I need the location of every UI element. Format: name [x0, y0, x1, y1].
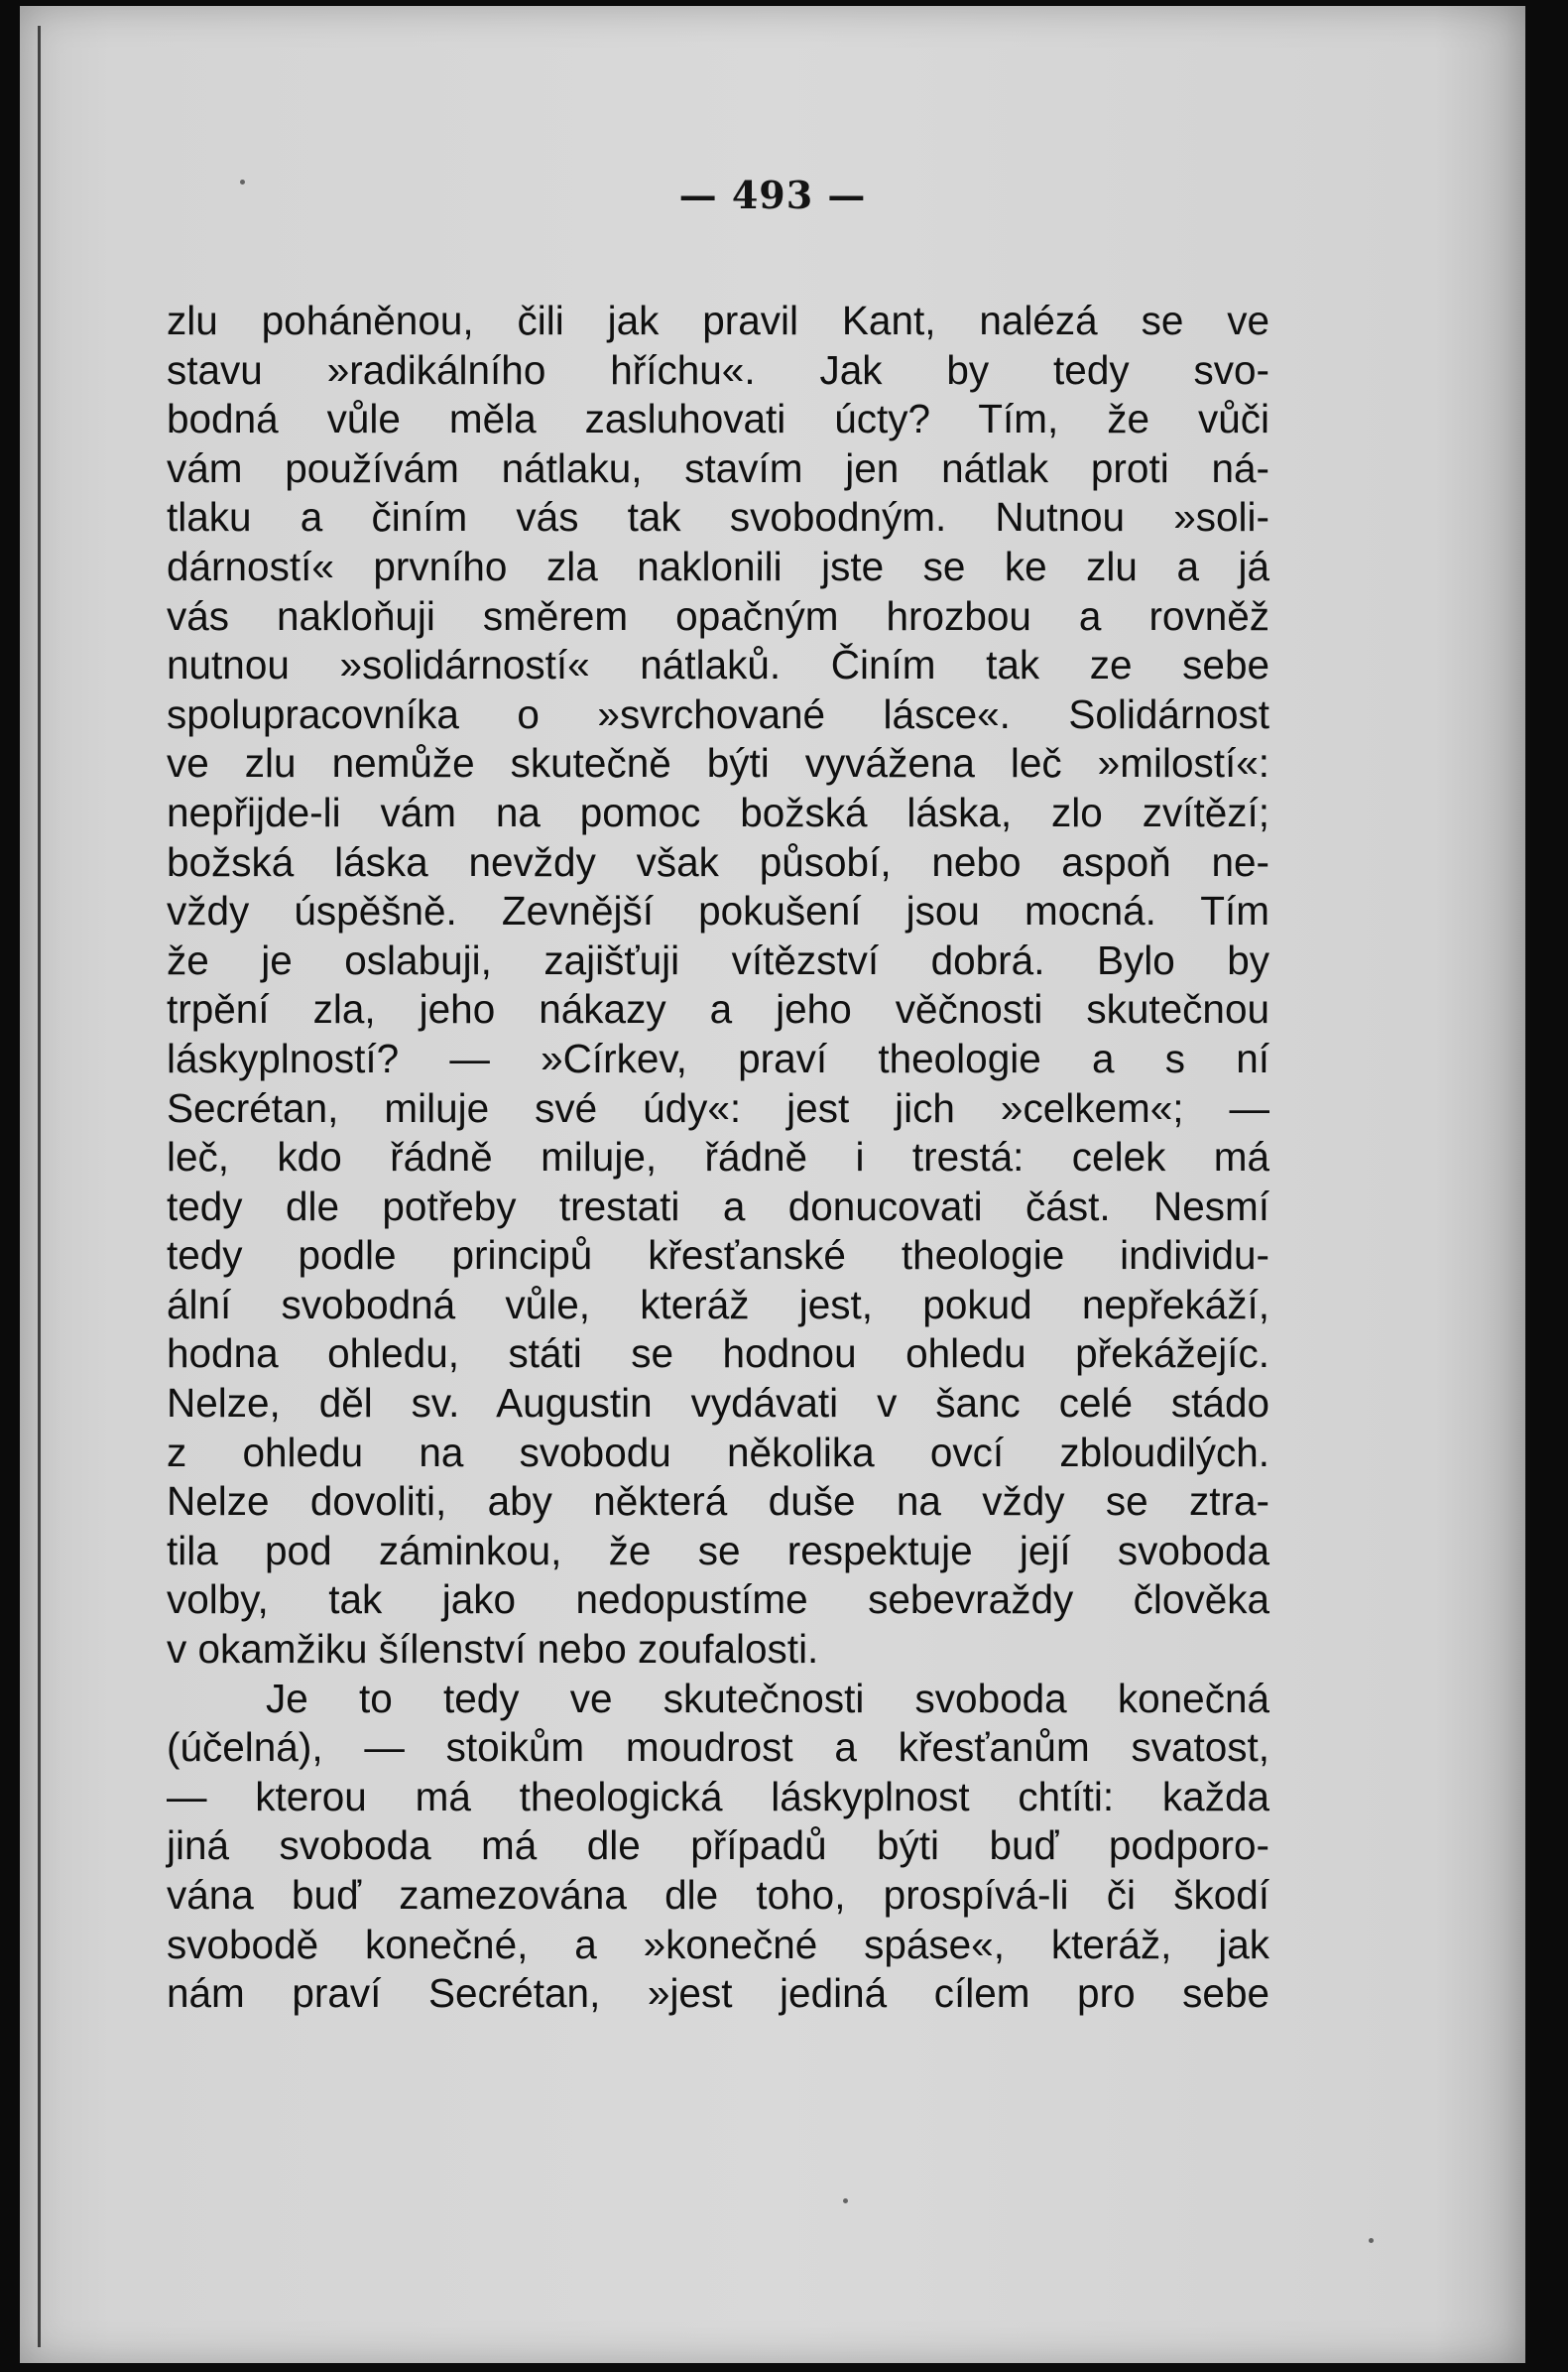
text-line: jiná svoboda má dle případů býti buď podporo-: [167, 1822, 1269, 1869]
scan-speck: [1369, 2238, 1374, 2243]
text-line: tedy dle potřeby trestati a donucovati část. Nesmí: [167, 1183, 1269, 1229]
text-line: tlaku a činím vás tak svobodným. Nutnou »soli-: [167, 494, 1269, 541]
text-line: vás nakloňuji směrem opačným hrozbou a rovněž: [167, 592, 1269, 639]
text-line: nutnou »solidárností« nátlaků. Činím tak ze sebe: [167, 642, 1269, 688]
text-line: trpění zla, jeho nákazy a jeho věčnosti skutečnou: [167, 986, 1269, 1033]
text-line: Secrétan, miluje své údy«: jest jich »celkem«; —: [167, 1084, 1269, 1131]
text-line: v okamžiku šílenství nebo zoufalosti.: [167, 1626, 819, 1673]
text-line: Nelze dovoliti, aby některá duše na vždy se ztra-: [167, 1478, 1269, 1525]
text-line: láskyplností? — »Církev, praví theologie a s ní: [167, 1035, 1269, 1081]
body-text: [167, 297, 1269, 2019]
text-line: stavu »radikálního hříchu«. Jak by tedy svo-: [167, 346, 1269, 393]
text-line: — kterou má theologická láskyplnost chtíti: každa: [167, 1773, 1269, 1819]
book-page: [20, 6, 1525, 2363]
text-line: bodná vůle měla zasluhovati úcty? Tím, že vůči: [167, 396, 1269, 442]
text-line: vám používám nátlaku, stavím jen nátlak proti ná-: [167, 444, 1269, 491]
text-line: dárností« prvního zla naklonili jste se ke zlu a já: [167, 543, 1269, 589]
text-line: Je to tedy ve skutečnosti svoboda konečná: [266, 1675, 1269, 1721]
text-line: že je oslabuji, zajišťuji vítězství dobrá. Bylo by: [167, 936, 1269, 983]
text-line: božská láska nevždy však působí, nebo aspoň ne-: [167, 838, 1269, 885]
text-line: z ohledu na svobodu několika ovcí zbloudilých.: [167, 1429, 1269, 1475]
text-line: zlu poháněnou, čili jak pravil Kant, nalézá se ve: [167, 298, 1269, 343]
text-line: vána buď zamezována dle toho, prospívá-li či škodí: [167, 1872, 1269, 1918]
text-line: svobodě konečné, a »konečné spáse«, kteráž, jak: [167, 1921, 1269, 1967]
text-line: tila pod záminkou, že se respektuje její svoboda: [167, 1527, 1269, 1573]
page-number: — 493 —: [678, 173, 867, 217]
text-line: leč, kdo řádně miluje, řádně i trestá: celek má: [167, 1134, 1269, 1181]
paragraph-2: [167, 1675, 1269, 2019]
scan-speck: [843, 2198, 848, 2203]
text-line: nám praví Secrétan, »jest jediná cílem pro sebe: [167, 1970, 1269, 2017]
text-line: spolupracovníka o »svrchované lásce«. Solidárnost: [167, 690, 1269, 737]
text-line: ve zlu nemůže skutečně býti vyvážena leč »milostí«:: [167, 740, 1269, 787]
paragraph-1: [167, 297, 1269, 1675]
text-line: ální svobodná vůle, kteráž jest, pokud nepřekáží,: [167, 1281, 1269, 1327]
text-line: Nelze, děl sv. Augustin vydávati v šanc celé stádo: [167, 1380, 1269, 1427]
text-line: (účelná), — stoikům moudrost a křesťanům svatost,: [167, 1724, 1269, 1771]
text-line: tedy podle principů křesťanské theologie individu-: [167, 1232, 1269, 1279]
text-line: vždy úspěšně. Zevnější pokušení jsou mocná. Tím: [167, 888, 1269, 935]
text-line: hodna ohledu, státi se hodnou ohledu překážejíc.: [167, 1330, 1269, 1377]
page-binding-edge: [38, 26, 41, 2347]
text-line: volby, tak jako nedopustíme sebevraždy člověka: [167, 1576, 1269, 1623]
text-line: nepřijde-li vám na pomoc božská láska, zlo zvítězí;: [167, 789, 1269, 835]
scan-speck: [240, 180, 245, 185]
